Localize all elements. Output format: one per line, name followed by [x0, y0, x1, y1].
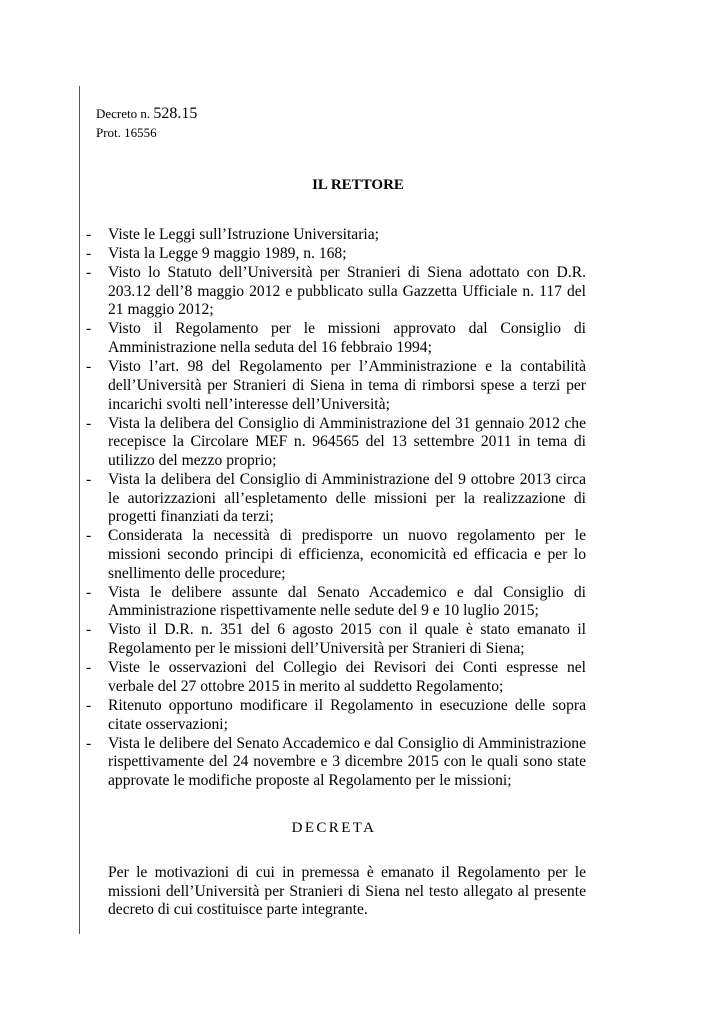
list-bullet-dash: - [86, 226, 92, 243]
list-item [86, 358, 586, 414]
page-title: IL RETTORE [312, 177, 404, 193]
list-item-text: Vista la delibera del Consiglio di Amministrazione del 31 gennaio 2012 che recepisce la Circolare MEF n. 964565 del 13 settembre 2011 in tema di utilizzo del mezzo proprio; [108, 414, 586, 469]
decreta-heading: DECRETA [291, 820, 377, 836]
list-bullet-dash: - [86, 696, 92, 714]
list-item-text: Vista la delibera del Consiglio di Amministrazione del 9 ottobre 2013 circa le autorizzazioni all’espletamento delle missioni per la realizzazione di progetti finanziati da terzi; [108, 470, 586, 526]
list-item [86, 735, 586, 791]
decree-label: Decreto n. [96, 106, 151, 121]
list-item-text: Viste le Leggi sull’Istruzione Universitaria; [108, 226, 380, 243]
decree-line [96, 104, 197, 123]
list-item [86, 527, 586, 583]
list-item-text: Visto lo Statuto dell’Università per Stranieri di Siena adottato con D.R. 203.12 dell’8 maggio 2012 e pubblicato sulla Gazzetta Ufficiale n. 117 del 21 maggio 2012; [108, 264, 586, 319]
premises-list [86, 226, 586, 791]
list-item-text: Viste le osservazioni del Collegio dei Revisori dei Conti espresse nel verbale del 27 ottobre 2015 in merito al suddetto Regolamento; [108, 659, 586, 695]
list-item-text: Vista le delibere del Senato Accademico e dal Consiglio di Amministrazione rispettivamente del 24 novembre e 3 dicembre 2015 con le quali sono state approvate le modifiche proposte al Regolamento per le missioni; [108, 734, 586, 789]
list-item [86, 320, 586, 357]
list-bullet-dash: - [86, 659, 92, 677]
list-item [86, 659, 586, 696]
list-item [86, 245, 586, 264]
list-bullet-dash: - [86, 320, 92, 338]
list-item-text: Vista le delibere assunte dal Senato Accademico e dal Consiglio di Amministrazione rispettivamente nelle sedute del 9 e 10 luglio 2015; [108, 583, 586, 620]
list-item-text: Visto il Regolamento per le missioni approvato dal Consiglio di Amministrazione nella seduta del 16 febbraio 1994; [108, 320, 586, 357]
decreta-heading-container [0, 820, 724, 837]
list-bullet-dash: - [86, 414, 92, 432]
protocol-number: Prot. 16556 [96, 125, 157, 140]
list-item-text: Ritenuto opportuno modificare il Regolamento in esecuzione delle sopra citate osservazioni; [108, 696, 586, 733]
decree-number: 528.15 [153, 105, 198, 122]
list-bullet-dash: - [86, 527, 92, 545]
list-item-text: Visto l’art. 98 del Regolamento per l’Amministrazione e la contabilità dell’Università per Stranieri di Siena in tema di rimborsi spese a terzi per incarichi svolti nell’interesse dell’Università; [108, 358, 586, 413]
final-paragraph: Per le motivazioni di cui in premessa è emanato il Regolamento per le missioni dell’Università per Stranieri di Siena nel testo allegato al presente decreto di cui costituisce parte integrante. [108, 864, 586, 919]
list-item [86, 697, 586, 734]
list-item [86, 264, 586, 320]
list-bullet-dash: - [86, 583, 92, 601]
list-bullet-dash: - [86, 470, 92, 488]
list-item-text: Vista la Legge 9 maggio 1989, n. 168; [108, 245, 347, 262]
list-item [86, 471, 586, 527]
list-bullet-dash: - [86, 245, 92, 262]
margin-rule [79, 86, 80, 934]
list-bullet-dash: - [86, 358, 92, 376]
list-item [86, 415, 586, 471]
list-item [86, 584, 586, 621]
list-bullet-dash: - [86, 621, 92, 639]
list-bullet-dash: - [86, 264, 92, 281]
list-bullet-dash: - [86, 734, 92, 752]
page-title-container [0, 177, 724, 194]
list-item [86, 226, 586, 245]
list-item [86, 621, 586, 658]
list-item-text: Visto il D.R. n. 351 del 6 agosto 2015 con il quale è stato emanato il Regolamento per le missioni dell’Università per Stranieri di Siena; [108, 621, 586, 658]
document-header [96, 104, 197, 142]
list-item-text: Considerata la necessità di predisporre un nuovo regolamento per le missioni secondo principi di efficienza, economicità ed efficacia e per lo snellimento delle procedure; [108, 527, 586, 582]
